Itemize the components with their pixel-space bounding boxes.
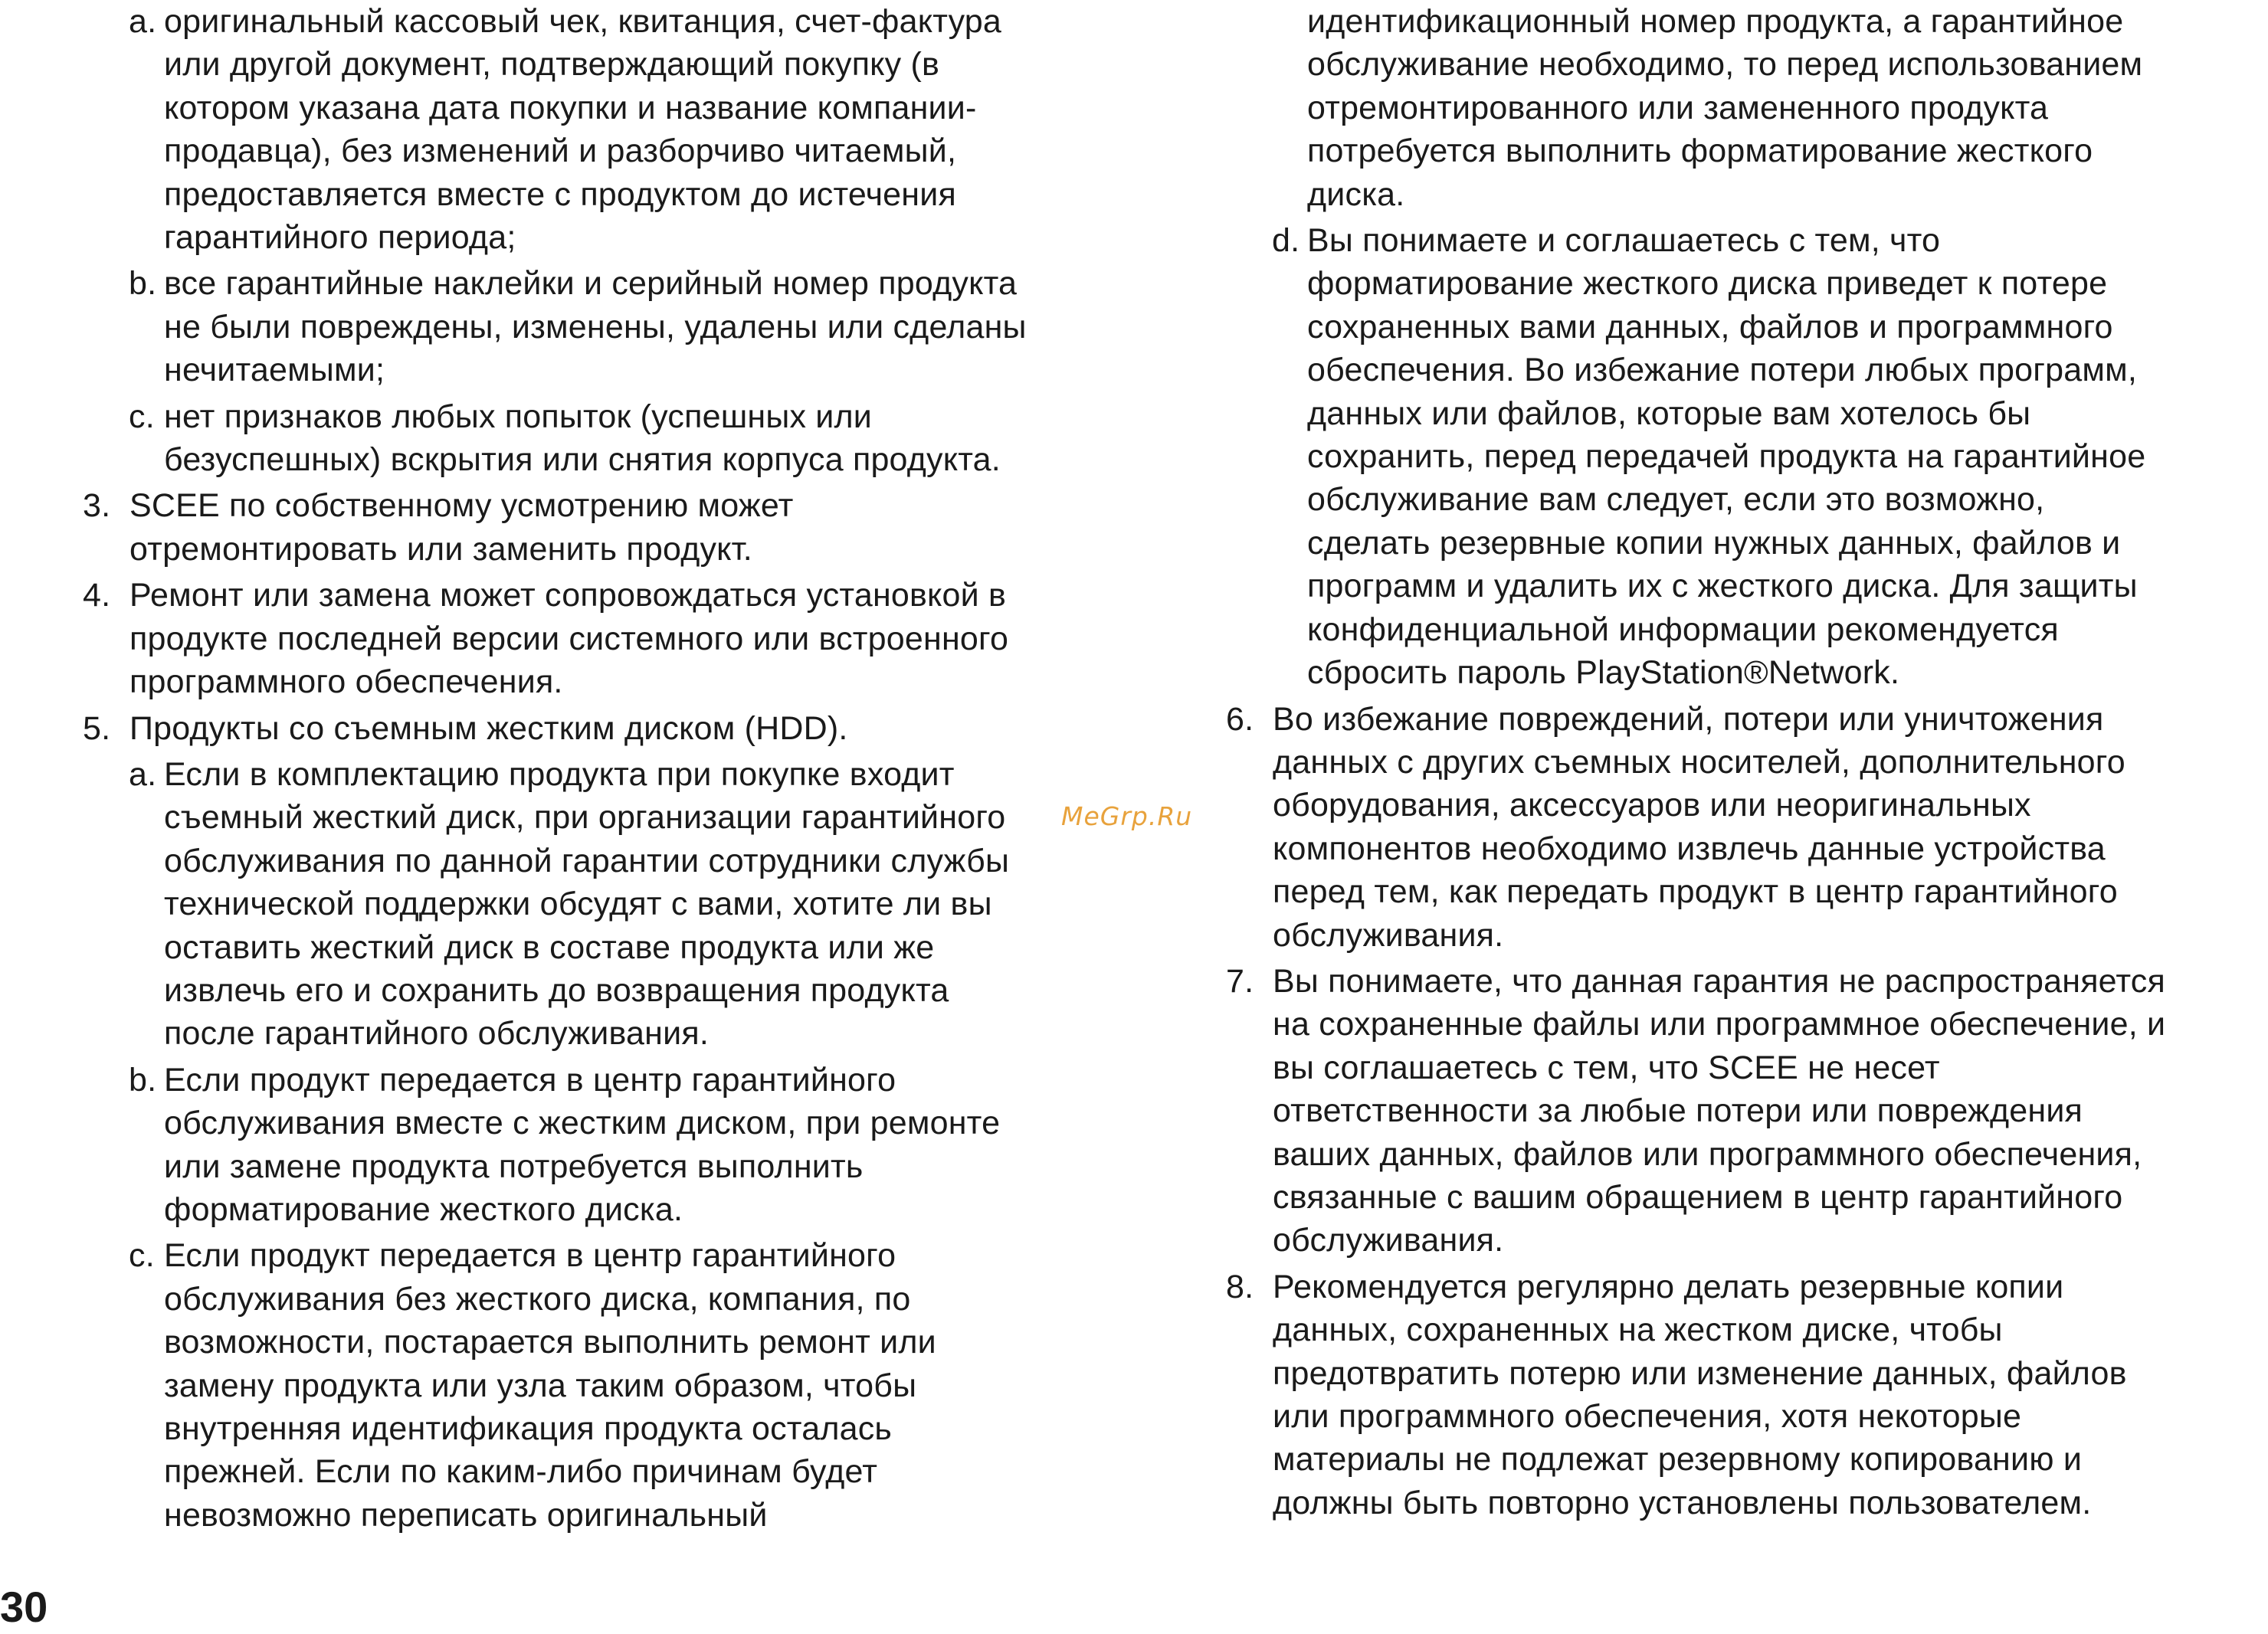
text-line: после гарантийного обслуживания. [164,1015,709,1053]
list-marker: c. [129,1237,155,1275]
text-line: внутренняя идентификация продукта осталась [164,1410,893,1447]
text-line: диска. [1307,175,1405,213]
text-line: данных или файлов, которые вам хотелось бы [1307,395,2031,432]
text-line: вы соглашаетесь с тем, что SCEE не несет [1273,1049,1940,1086]
text-line: или замене продукта потребуется выполнить [164,1148,864,1185]
text-line: сохраненных вами данных, файлов и программного [1307,308,2113,345]
text-line: продукте последней версии системного или встроенного [129,620,1009,657]
text-line: сделать резервные копии нужных данных, файлов и [1307,524,2121,562]
text-line: отремонтировать или заменить продукт. [129,530,752,568]
text-line: должны быть повторно установлены пользователем. [1273,1484,2092,1521]
text-line: предотвратить потерю или изменение данных, файлов [1273,1354,2127,1392]
list-marker: b. [129,1061,157,1099]
text-line: не были повреждены, изменены, удалены или сделаны [164,308,1027,345]
list-item-5 [83,707,1125,750]
list-item-5c [83,1234,1125,1537]
text-line: возможности, постарается выполнить ремонт или [164,1324,936,1361]
list-item-8 [1226,1266,2264,1524]
text-line: компонентов необходимо извлечь данные устройства [1273,830,2106,867]
text-line: обслуживание необходимо, то перед использованием [1307,46,2143,84]
text-line: Если продукт передается в центр гарантийного [164,1237,896,1275]
text-line: Если в комплектацию продукта при покупке входит [164,755,955,793]
text-line: предоставляется вместе с продуктом до истечения [164,175,956,213]
right-column [1226,0,2264,1524]
text-line: данных, сохраненных на жестком диске, чтобы [1273,1311,2003,1349]
list-item-5d [1226,219,2264,694]
text-line: форматирование жесткого диска приведет к потере [1307,265,2108,303]
text-line: программного обеспечения. [129,663,563,701]
text-line: оборудования, аксессуаров или неоригинальных [1273,787,2031,824]
text-line: Если продукт передается в центр гарантийного [164,1061,896,1099]
list-item-6 [1226,698,2264,957]
list-marker: a. [129,3,157,40]
list-item-4 [83,574,1125,703]
left-column [83,0,1125,1537]
list-item-c [83,395,1125,482]
text-line: продавца), без изменений и разборчиво читаемый, [164,133,957,170]
text-line: прежней. Если по каким-либо причинам будет [164,1453,878,1491]
text-line: обслуживания. [1273,916,1504,954]
text-line: технической поддержки обсудят с вами, хотите ли вы [164,886,992,923]
list-item-5a [83,753,1125,1056]
list-item-5c-continued [1226,0,2264,216]
text-line: извлечь его и сохранить до возвращения продукта [164,971,949,1009]
text-line: гарантийного периода; [164,219,516,257]
text-line: безуспешных) вскрытия или снятия корпуса продукта. [164,441,1001,479]
text-line: Ремонт или замена может сопровождаться установкой в [129,577,1007,614]
text-line: замену продукта или узла таким образом, чтобы [164,1367,917,1404]
page-number: 30 [0,1583,48,1631]
text-line: материалы не подлежат резервному копированию и [1273,1441,2083,1478]
text-line: на сохраненные файлы или программное обеспечение, и [1273,1006,2166,1043]
list-marker: 4. [83,577,111,614]
list-item-3 [83,484,1125,571]
text-line: Рекомендуется регулярно делать резервные копии [1273,1268,2064,1305]
text-line: обслуживания по данной гарантии сотрудники службы [164,842,1010,879]
text-line: Продукты со съемным жестким диском (HDD). [129,709,848,747]
list-marker: d. [1272,222,1300,260]
list-marker: 5. [83,709,111,747]
text-line: идентификационный номер продукта, а гарантийное [1307,3,2124,40]
text-line: или другой документ, подтверждающий покупку (в [164,46,940,84]
text-line: SCEE по собственному усмотрению может [129,487,794,525]
text-line: оставить жесткий диск в составе продукта или же [164,928,935,966]
text-line: конфиденциальной информации рекомендуется [1307,611,2059,648]
text-line: сбросить пароль PlayStation®Network. [1307,654,1900,692]
text-line: связанные с вашим обращением в центр гарантийного [1273,1178,2123,1216]
text-line: перед тем, как передать продукт в центр гарантийного [1273,873,2118,911]
text-line: котором указана дата покупки и название компании- [164,89,977,126]
list-marker: 7. [1226,962,1254,1000]
text-line: обслуживания вместе с жестким диском, при ремонте [164,1105,1001,1142]
watermark: MeGrp.Ru [1061,801,1193,831]
text-line: обслуживания. [1273,1222,1504,1259]
text-line: нет признаков любых попыток (успешных или [164,398,873,435]
text-line: или программного обеспечения, хотя некоторые [1273,1398,2022,1435]
list-item-b [83,262,1125,391]
text-line: отремонтированного или замененного продукта [1307,89,2049,126]
text-line: обслуживание вам следует, если это возможно, [1307,481,2045,519]
text-line: Вы понимаете, что данная гарантия не распространяется [1273,962,2165,1000]
text-line: съемный жесткий диск, при организации гарантийного [164,799,1006,837]
text-line: Вы понимаете и соглашаетесь с тем, что [1307,222,1941,260]
text-line: Во избежание повреждений, потери или уничтожения [1273,700,2104,738]
text-line: форматирование жесткого диска. [164,1190,683,1228]
text-line: оригинальный кассовый чек, квитанция, счет-фактура [164,3,1002,40]
text-line: сохранить, перед передачей продукта на гарантийное [1307,438,2146,476]
list-item-a [83,0,1125,259]
text-line: данных с других съемных носителей, дополнительного [1273,743,2125,781]
list-marker: b. [129,265,157,303]
text-line: все гарантийные наклейки и серийный номер продукта [164,265,1018,303]
text-line: нечитаемыми; [164,352,385,389]
text-line: ответственности за любые потери или повреждения [1273,1092,2083,1130]
list-marker: 6. [1226,700,1254,738]
text-line: потребуется выполнить форматирование жесткого [1307,133,2093,170]
list-marker: 3. [83,487,111,525]
text-line: ваших данных, файлов или программного обеспечения, [1273,1135,2142,1173]
list-marker: a. [129,755,157,793]
list-marker: c. [129,398,155,435]
text-line: невозможно переписать оригинальный [164,1496,768,1534]
text-line: обеспечения. Во избежание потери любых программ, [1307,352,2138,389]
list-item-7 [1226,960,2264,1262]
text-line: обслуживания без жесткого диска, компания, по [164,1280,911,1318]
text-line: программ и удалить их с жесткого диска. Для защиты [1307,568,2138,605]
list-item-5b [83,1059,1125,1232]
list-marker: 8. [1226,1268,1254,1305]
